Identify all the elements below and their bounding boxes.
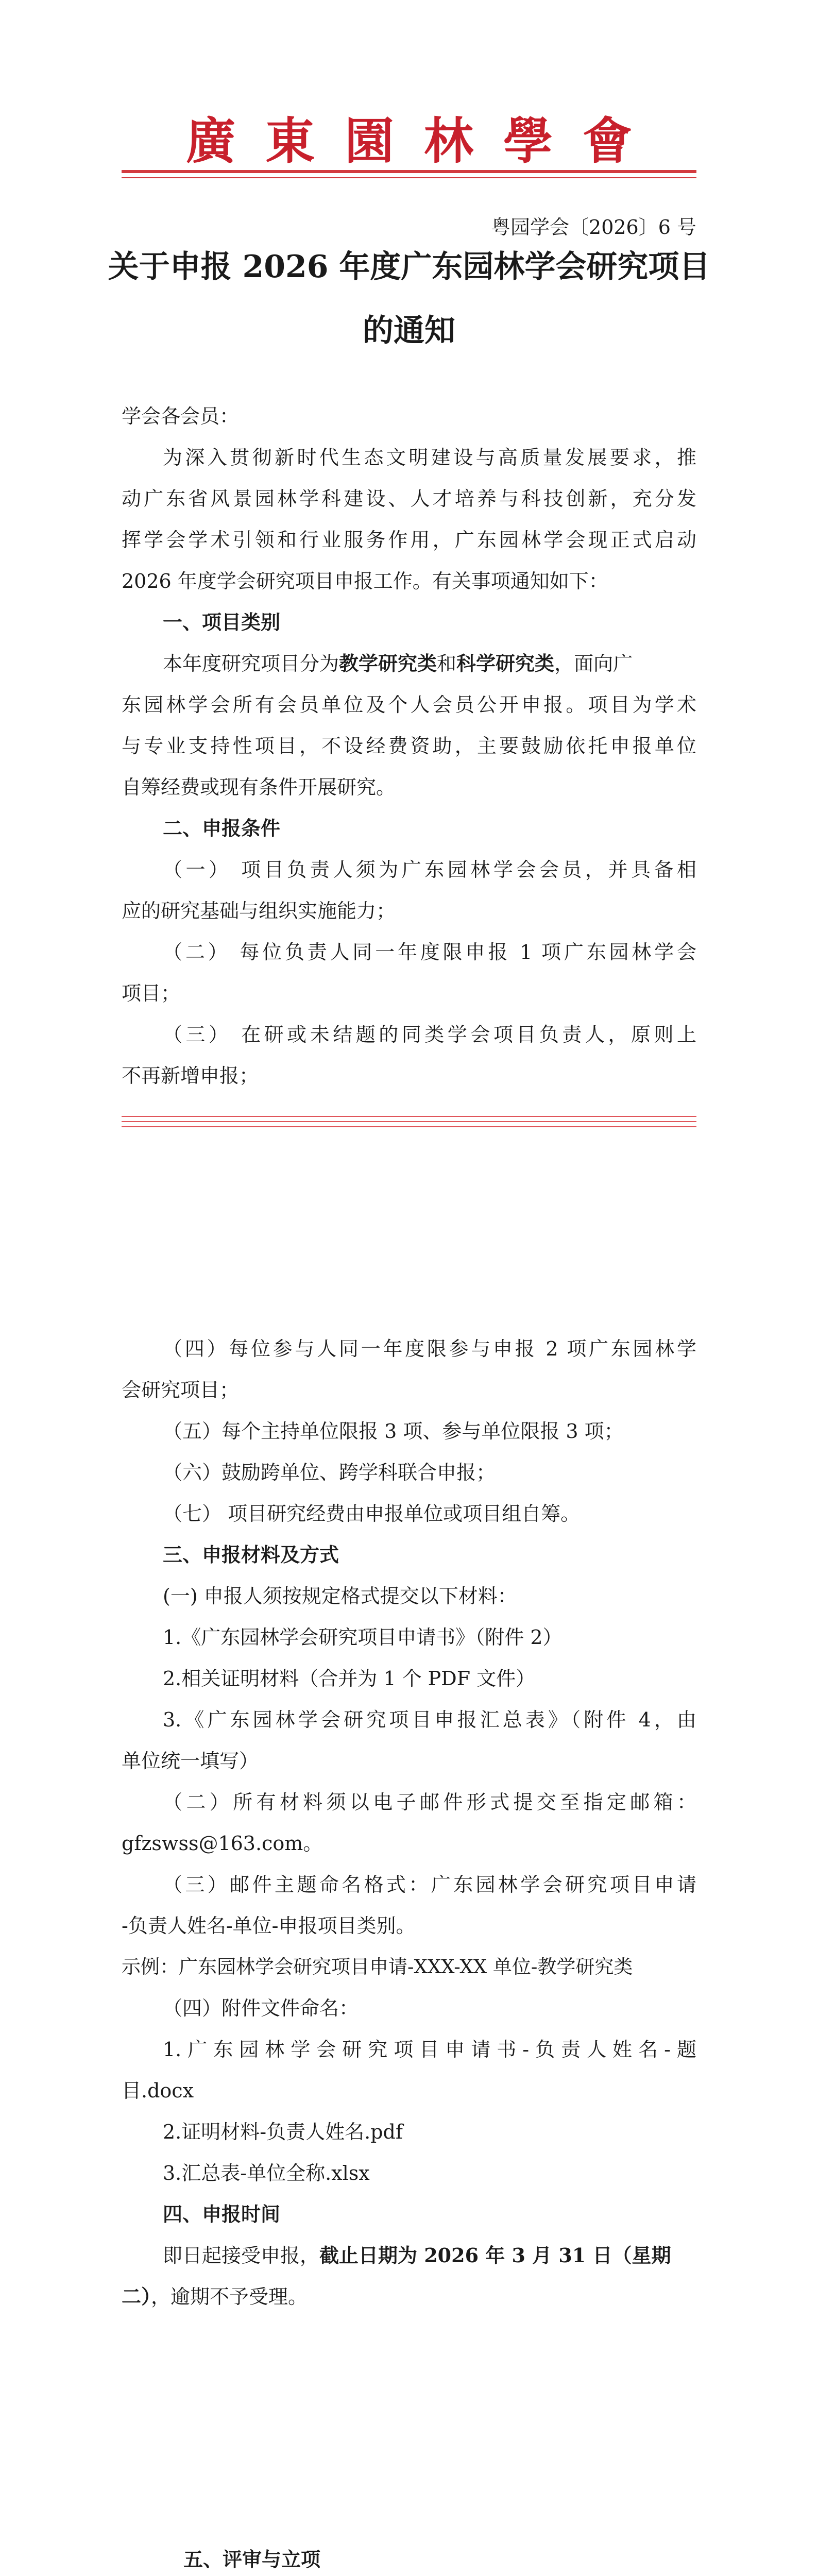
section-1-line-1: 本年度研究项目分为教学研究类和科学研究类，面向广 [163,652,633,675]
file-name-1-line-1: 1.广东园林学会研究项目申请书-负责人姓名-题 [163,2038,696,2061]
condition-4-line-2: 会研究项目； [122,1379,240,1401]
file-naming-intro: （四）附件文件命名： [163,1997,359,2020]
masthead: 廣東園林學會 [186,112,662,170]
submission-line-1: （二）所有材料须以电子邮件形式提交至指定邮箱： [163,1791,696,1814]
condition-5: （五）每个主持单位限报 3 项、参与单位限报 3 项； [163,1420,624,1443]
header-rule-thick [122,170,696,173]
file-name-1-line-2: 目.docx [122,2079,194,2102]
section-1-line-2: 东园林学会所有会员单位及个人会员公开申报。项目为学术 [122,693,696,716]
page-break-rule-1 [122,1116,696,1117]
page-break-rule-2 [122,1121,696,1122]
intro-line-3: 挥学会学术引领和行业服务作用，广东园林学会现正式启动 [122,529,696,551]
section-4-heading: 四、申报时间 [163,2202,281,2226]
section-2-heading: 二、申报条件 [163,817,281,840]
condition-4-line-1: （四）每位参与人同一年度限参与申报 2 项广东园林学 [163,1337,696,1360]
condition-3-line-1: （三） 在研或未结题的同类学会项目负责人，原则上 [163,1023,696,1046]
intro-line-2: 动广东省风景园林学科建设、人才培养与科技创新，充分发 [122,487,696,510]
section-1-line-4: 自筹经费或现有条件开展研究。 [122,776,396,799]
material-3-line-2: 单位统一填写） [122,1750,259,1772]
condition-2-line-1: （二） 每位负责人同一年度限申报 1 项广东园林学会 [163,941,696,963]
file-name-2: 2.证明材料-负责人姓名.pdf [163,2121,403,2143]
page-break-rule-3 [122,1126,696,1127]
condition-2-line-2: 项目； [122,982,181,1005]
deadline-line-1: 即日起接受申报，截止日期为 2026 年 3 月 31 日（星期 [163,2244,671,2267]
subject-format-line-2: -负责人姓名-单位-申报项目类别。 [122,1914,416,1937]
condition-7: （七） 项目研究经费由申报单位或项目组自筹。 [163,1502,581,1525]
section-1-heading: 一、项目类别 [163,611,281,634]
material-2: 2.相关证明材料（合并为 1 个 PDF 文件） [163,1667,536,1690]
salutation: 学会各会员： [122,405,240,428]
material-1: 1.《广东园林学会研究项目申请书》（附件 2） [163,1626,563,1649]
materials-intro: (一) 申报人须按规定格式提交以下材料： [163,1585,517,1607]
condition-1-line-2: 应的研究基础与组织实施能力； [122,900,396,922]
material-3-line-1: 3.《广东园林学会研究项目申报汇总表》（附件 4，由 [163,1708,696,1731]
file-name-3: 3.汇总表-单位全称.xlsx [163,2162,370,2184]
condition-1-line-1: （一） 项目负责人须为广东园林学会会员，并具备相 [163,858,696,881]
intro-line-1: 为深入贯彻新时代生态文明建设与高质量发展要求，推 [163,446,696,469]
subject-format-example: 示例：广东园林学会研究项目申请-XXX-XX 单位-教学研究类 [122,1956,633,1978]
deadline-line-2: 二），逾期不予受理。 [122,2285,308,2308]
section-1-line-3: 与专业支持性项目，不设经费资助，主要鼓励依托申报单位 [122,735,696,757]
document-number: 粤园学会〔2026〕6 号 [491,216,696,239]
condition-3-line-2: 不再新增申报； [122,1064,259,1087]
subject-format-line-1: （三）邮件主题命名格式：广东园林学会研究项目申请 [163,1873,696,1896]
condition-6: （六）鼓励跨单位、跨学科联合申报； [163,1461,496,1484]
notice-title-line1: 关于申报 2026 年度广东园林学会研究项目 [108,249,710,285]
section-3-heading: 三、申报材料及方式 [163,1543,339,1566]
section-5-heading: 五、评审与立项 [183,2548,321,2571]
submission-email: gfzswss@163.com。 [122,1832,323,1855]
intro-line-4: 2026 年度学会研究项目申报工作。有关事项通知如下： [122,570,608,592]
notice-title-line2: 的通知 [363,313,455,349]
header-rule-thin [122,177,696,178]
